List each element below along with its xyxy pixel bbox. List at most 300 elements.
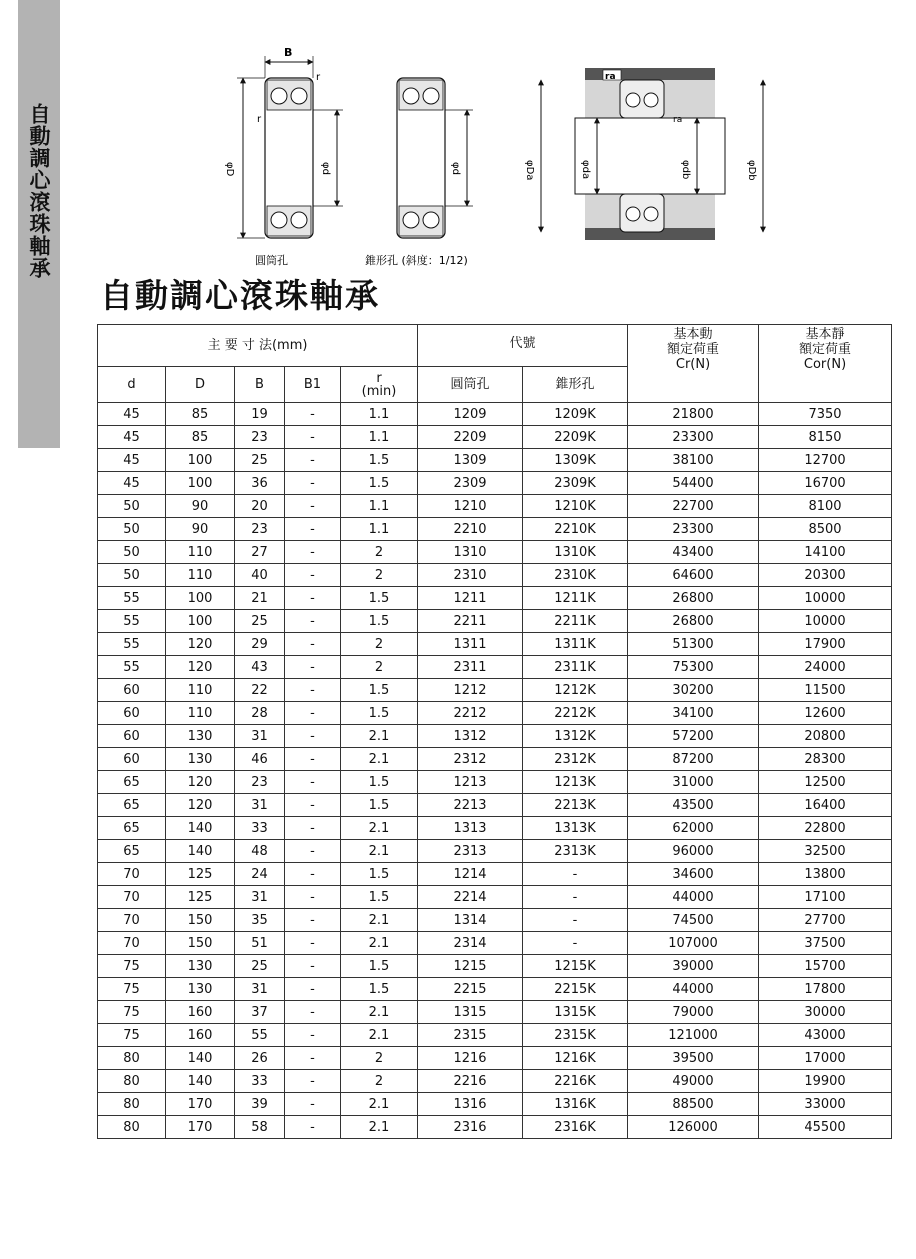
cell-B1: - — [285, 1093, 341, 1116]
cell-D: 120 — [166, 656, 235, 679]
cell-cor: 27700 — [759, 909, 892, 932]
cell-cor: 14100 — [759, 541, 892, 564]
cell-cylindrical: 1309 — [418, 449, 523, 472]
cell-cor: 11500 — [759, 679, 892, 702]
cell-r: 1.5 — [341, 610, 418, 633]
da-outer-label: φDa — [524, 160, 535, 181]
cell-cr: 74500 — [628, 909, 759, 932]
table-row — [98, 1024, 892, 1047]
cell-B1: - — [285, 587, 341, 610]
cell-B1: - — [285, 725, 341, 748]
cell-cr: 51300 — [628, 633, 759, 656]
cell-d: 65 — [98, 817, 166, 840]
cell-D: 150 — [166, 932, 235, 955]
cell-r: 1.5 — [341, 863, 418, 886]
cell-cor: 10000 — [759, 610, 892, 633]
cell-d: 80 — [98, 1047, 166, 1070]
cell-cylindrical: 1216 — [418, 1047, 523, 1070]
cell-cylindrical: 2309 — [418, 472, 523, 495]
cell-cor: 17900 — [759, 633, 892, 656]
cell-cylindrical: 1314 — [418, 909, 523, 932]
cell-B: 33 — [235, 1070, 285, 1093]
cell-cor: 12600 — [759, 702, 892, 725]
cell-r: 1.1 — [341, 518, 418, 541]
cell-D: 140 — [166, 840, 235, 863]
cell-B1: - — [285, 1070, 341, 1093]
table-row — [98, 702, 892, 725]
cell-cor: 12700 — [759, 449, 892, 472]
cell-cr: 62000 — [628, 817, 759, 840]
cell-B: 37 — [235, 1001, 285, 1024]
cell-d: 80 — [98, 1070, 166, 1093]
cell-d: 60 — [98, 679, 166, 702]
cell-cr: 34600 — [628, 863, 759, 886]
cell-B1: - — [285, 955, 341, 978]
cell-D: 125 — [166, 863, 235, 886]
cell-D: 130 — [166, 955, 235, 978]
caption-cylindrical: 圓筒孔 — [255, 254, 288, 267]
cell-tapered: 1313K — [523, 817, 628, 840]
cell-d: 70 — [98, 863, 166, 886]
cell-tapered: 1213K — [523, 771, 628, 794]
cell-r: 2.1 — [341, 909, 418, 932]
cell-cylindrical: 2312 — [418, 748, 523, 771]
cell-tapered: 1316K — [523, 1093, 628, 1116]
cell-B: 48 — [235, 840, 285, 863]
cell-cr: 34100 — [628, 702, 759, 725]
cell-cylindrical: 2214 — [418, 886, 523, 909]
cell-D: 120 — [166, 794, 235, 817]
cell-B1: - — [285, 932, 341, 955]
cell-cr: 79000 — [628, 1001, 759, 1024]
cell-B1: - — [285, 426, 341, 449]
cell-tapered: - — [523, 863, 628, 886]
cell-cylindrical: 2311 — [418, 656, 523, 679]
cell-cr: 31000 — [628, 771, 759, 794]
cell-B: 35 — [235, 909, 285, 932]
cell-d: 60 — [98, 748, 166, 771]
cell-cylindrical: 1209 — [418, 403, 523, 426]
cell-r: 2.1 — [341, 748, 418, 771]
cell-B: 31 — [235, 725, 285, 748]
cell-cr: 121000 — [628, 1024, 759, 1047]
cell-B1: - — [285, 1116, 341, 1139]
cell-B: 55 — [235, 1024, 285, 1047]
cell-cr: 44000 — [628, 886, 759, 909]
cell-B1: - — [285, 909, 341, 932]
cell-r: 2.1 — [341, 725, 418, 748]
cell-cylindrical: 2209 — [418, 426, 523, 449]
cell-r: 2 — [341, 1047, 418, 1070]
table-row — [98, 449, 892, 472]
cell-B1: - — [285, 541, 341, 564]
cell-r: 2.1 — [341, 817, 418, 840]
cell-cr: 96000 — [628, 840, 759, 863]
cell-B1: - — [285, 1001, 341, 1024]
cell-D: 120 — [166, 633, 235, 656]
table-row — [98, 932, 892, 955]
cell-cylindrical: 1215 — [418, 955, 523, 978]
cell-B: 23 — [235, 771, 285, 794]
cell-tapered: - — [523, 886, 628, 909]
cell-cor: 8100 — [759, 495, 892, 518]
cell-B: 22 — [235, 679, 285, 702]
cell-cr: 44000 — [628, 978, 759, 1001]
table-row — [98, 794, 892, 817]
cell-cor: 8150 — [759, 426, 892, 449]
cell-tapered: - — [523, 909, 628, 932]
cell-D: 130 — [166, 725, 235, 748]
cell-B: 36 — [235, 472, 285, 495]
cell-D: 160 — [166, 1001, 235, 1024]
cell-B: 31 — [235, 886, 285, 909]
cell-B: 29 — [235, 633, 285, 656]
cell-r: 2 — [341, 633, 418, 656]
cell-D: 140 — [166, 817, 235, 840]
cell-D: 160 — [166, 1024, 235, 1047]
table-row — [98, 656, 892, 679]
cell-B: 27 — [235, 541, 285, 564]
dynamic-load-header: 基本動 額定荷重 Cr(N) — [628, 325, 759, 403]
cell-D: 110 — [166, 564, 235, 587]
cell-tapered: 2313K — [523, 840, 628, 863]
cell-cr: 64600 — [628, 564, 759, 587]
tapered-bore-diameter-label: φd — [450, 162, 461, 175]
cell-cylindrical: 2212 — [418, 702, 523, 725]
cell-d: 75 — [98, 978, 166, 1001]
cell-d: 65 — [98, 794, 166, 817]
cell-cor: 16400 — [759, 794, 892, 817]
cell-cylindrical: 1211 — [418, 587, 523, 610]
cell-B: 31 — [235, 978, 285, 1001]
cell-B1: - — [285, 702, 341, 725]
cell-d: 55 — [98, 587, 166, 610]
ra-label-inner: ra — [673, 115, 683, 125]
width-label: B — [284, 46, 293, 59]
table-row — [98, 817, 892, 840]
table-row — [98, 541, 892, 564]
cell-cylindrical: 1311 — [418, 633, 523, 656]
cell-tapered: 2210K — [523, 518, 628, 541]
cell-B1: - — [285, 1024, 341, 1047]
cell-cr: 54400 — [628, 472, 759, 495]
cell-cylindrical: 1310 — [418, 541, 523, 564]
table-row — [98, 771, 892, 794]
cell-B1: - — [285, 886, 341, 909]
table-row — [98, 955, 892, 978]
cell-tapered: 2212K — [523, 702, 628, 725]
cell-cylindrical: 2215 — [418, 978, 523, 1001]
cell-cr: 23300 — [628, 426, 759, 449]
cell-B: 25 — [235, 955, 285, 978]
side-tab-label: 自動調心滾珠軸承 — [27, 103, 51, 279]
cell-tapered: 1210K — [523, 495, 628, 518]
cell-d: 45 — [98, 403, 166, 426]
cell-B: 25 — [235, 610, 285, 633]
cell-cr: 75300 — [628, 656, 759, 679]
cell-cor: 10000 — [759, 587, 892, 610]
cell-cr: 126000 — [628, 1116, 759, 1139]
table-row — [98, 518, 892, 541]
cell-r: 1.5 — [341, 587, 418, 610]
cell-B: 28 — [235, 702, 285, 725]
ra-label-top: ra — [605, 72, 616, 82]
cell-D: 90 — [166, 495, 235, 518]
bearing-spec-table — [97, 324, 892, 1139]
cell-tapered: 1310K — [523, 541, 628, 564]
cell-D: 100 — [166, 587, 235, 610]
cell-r: 2 — [341, 1070, 418, 1093]
cell-B1: - — [285, 1047, 341, 1070]
cell-r: 1.5 — [341, 472, 418, 495]
cell-B: 21 — [235, 587, 285, 610]
cell-r: 2.1 — [341, 932, 418, 955]
cell-cor: 22800 — [759, 817, 892, 840]
cell-cr: 57200 — [628, 725, 759, 748]
outer-diameter-label: φD — [224, 162, 235, 177]
cell-tapered: 1311K — [523, 633, 628, 656]
db-label: φdb — [680, 160, 691, 180]
table-row — [98, 840, 892, 863]
table-row — [98, 403, 892, 426]
cell-B1: - — [285, 978, 341, 1001]
cell-B1: - — [285, 403, 341, 426]
cell-B: 25 — [235, 449, 285, 472]
table-row — [98, 426, 892, 449]
cell-d: 70 — [98, 886, 166, 909]
cell-cor: 24000 — [759, 656, 892, 679]
cell-B1: - — [285, 656, 341, 679]
cell-cylindrical: 1313 — [418, 817, 523, 840]
cell-d: 50 — [98, 564, 166, 587]
cell-cylindrical: 2313 — [418, 840, 523, 863]
cell-tapered: 1216K — [523, 1047, 628, 1070]
cell-cor: 30000 — [759, 1001, 892, 1024]
cell-cor: 16700 — [759, 472, 892, 495]
cell-cr: 39000 — [628, 955, 759, 978]
cell-cr: 43500 — [628, 794, 759, 817]
cell-D: 120 — [166, 771, 235, 794]
da-inner-label: φda — [580, 160, 591, 180]
cell-r: 2 — [341, 656, 418, 679]
cell-cor: 13800 — [759, 863, 892, 886]
cell-B: 26 — [235, 1047, 285, 1070]
cell-cor: 28300 — [759, 748, 892, 771]
cell-tapered: 2309K — [523, 472, 628, 495]
cell-tapered: 2216K — [523, 1070, 628, 1093]
cell-tapered: 2215K — [523, 978, 628, 1001]
cell-d: 75 — [98, 955, 166, 978]
cell-D: 140 — [166, 1070, 235, 1093]
cell-cor: 17800 — [759, 978, 892, 1001]
cell-d: 80 — [98, 1116, 166, 1139]
table-row — [98, 1093, 892, 1116]
cell-r: 1.5 — [341, 771, 418, 794]
cell-B: 23 — [235, 518, 285, 541]
bore-diameter-label: φd — [320, 162, 331, 175]
cell-D: 170 — [166, 1093, 235, 1116]
cell-B: 19 — [235, 403, 285, 426]
cell-cr: 30200 — [628, 679, 759, 702]
cell-tapered: 1209K — [523, 403, 628, 426]
cell-cylindrical: 2314 — [418, 932, 523, 955]
cell-B1: - — [285, 817, 341, 840]
cell-B: 31 — [235, 794, 285, 817]
cell-cr: 107000 — [628, 932, 759, 955]
cell-cylindrical: 1214 — [418, 863, 523, 886]
cell-tapered: 1315K — [523, 1001, 628, 1024]
cell-r: 1.5 — [341, 679, 418, 702]
cell-cylindrical: 1312 — [418, 725, 523, 748]
cell-d: 80 — [98, 1093, 166, 1116]
static-load-header: 基本靜 額定荷重 Cor(N) — [759, 325, 892, 403]
table-row — [98, 1001, 892, 1024]
cell-d: 45 — [98, 449, 166, 472]
cell-r: 2.1 — [341, 1116, 418, 1139]
cell-cylindrical: 2211 — [418, 610, 523, 633]
cell-d: 75 — [98, 1024, 166, 1047]
bearing-diagrams — [215, 38, 795, 278]
col-cylindrical-header: 圓筒孔 — [418, 367, 523, 403]
cell-B1: - — [285, 633, 341, 656]
cell-r: 1.5 — [341, 702, 418, 725]
table-row — [98, 587, 892, 610]
table-row — [98, 495, 892, 518]
col-tapered-header: 錐形孔 — [523, 367, 628, 403]
cell-d: 55 — [98, 633, 166, 656]
cell-tapered: 2213K — [523, 794, 628, 817]
table-row — [98, 1070, 892, 1093]
side-tab — [18, 0, 60, 448]
table-row — [98, 633, 892, 656]
cell-tapered: 2209K — [523, 426, 628, 449]
cell-B: 43 — [235, 656, 285, 679]
table-row — [98, 909, 892, 932]
table-row — [98, 725, 892, 748]
cell-cr: 23300 — [628, 518, 759, 541]
cell-D: 130 — [166, 978, 235, 1001]
cell-r: 1.5 — [341, 955, 418, 978]
cell-D: 100 — [166, 610, 235, 633]
cell-D: 125 — [166, 886, 235, 909]
cell-tapered: 2312K — [523, 748, 628, 771]
cell-B: 46 — [235, 748, 285, 771]
cell-tapered: 1309K — [523, 449, 628, 472]
caption-tapered: 錐形孔 (斜度：1/12) — [365, 254, 468, 267]
table-row — [98, 978, 892, 1001]
cell-B: 23 — [235, 426, 285, 449]
cell-B: 24 — [235, 863, 285, 886]
cell-cr: 38100 — [628, 449, 759, 472]
cell-tapered: 1312K — [523, 725, 628, 748]
cell-B1: - — [285, 863, 341, 886]
chamfer-label-inner: r — [257, 114, 262, 125]
cell-tapered: 2316K — [523, 1116, 628, 1139]
cell-cor: 43000 — [759, 1024, 892, 1047]
col-D-header: D — [166, 367, 235, 403]
cell-B: 20 — [235, 495, 285, 518]
cell-cor: 20800 — [759, 725, 892, 748]
cell-B1: - — [285, 449, 341, 472]
cell-d: 50 — [98, 541, 166, 564]
cell-B1: - — [285, 518, 341, 541]
cell-B: 40 — [235, 564, 285, 587]
table-row — [98, 748, 892, 771]
cell-d: 55 — [98, 656, 166, 679]
cell-cylindrical: 2216 — [418, 1070, 523, 1093]
cell-B1: - — [285, 610, 341, 633]
cell-r: 1.1 — [341, 495, 418, 518]
cell-cylindrical: 2310 — [418, 564, 523, 587]
cell-B1: - — [285, 564, 341, 587]
cell-cr: 26800 — [628, 610, 759, 633]
cell-cor: 17000 — [759, 1047, 892, 1070]
cell-cylindrical: 1315 — [418, 1001, 523, 1024]
cell-tapered: 2211K — [523, 610, 628, 633]
cell-D: 170 — [166, 1116, 235, 1139]
cell-r: 1.5 — [341, 886, 418, 909]
cell-tapered: 2310K — [523, 564, 628, 587]
cell-cylindrical: 1210 — [418, 495, 523, 518]
cell-tapered: 2315K — [523, 1024, 628, 1047]
cell-r: 1.5 — [341, 978, 418, 1001]
cell-cylindrical: 1316 — [418, 1093, 523, 1116]
cell-D: 110 — [166, 541, 235, 564]
cell-B: 51 — [235, 932, 285, 955]
cell-r: 2.1 — [341, 1024, 418, 1047]
page-title: 自動調心滾珠軸承 — [100, 276, 380, 315]
cell-B1: - — [285, 679, 341, 702]
cell-cor: 32500 — [759, 840, 892, 863]
cell-r: 2.1 — [341, 1001, 418, 1024]
chamfer-label: r — [316, 72, 321, 83]
cell-d: 65 — [98, 840, 166, 863]
group-code-header: 代號 — [418, 325, 628, 367]
col-d-header: d — [98, 367, 166, 403]
cell-D: 100 — [166, 472, 235, 495]
table-row — [98, 679, 892, 702]
cell-B1: - — [285, 794, 341, 817]
cell-tapered: - — [523, 932, 628, 955]
cell-d: 45 — [98, 426, 166, 449]
cell-cr: 88500 — [628, 1093, 759, 1116]
cell-r: 1.5 — [341, 449, 418, 472]
cell-B: 33 — [235, 817, 285, 840]
cell-D: 100 — [166, 449, 235, 472]
cell-cor: 20300 — [759, 564, 892, 587]
cell-cr: 43400 — [628, 541, 759, 564]
cell-cr: 49000 — [628, 1070, 759, 1093]
mounting-diagram — [524, 68, 763, 240]
cell-D: 140 — [166, 1047, 235, 1070]
cell-d: 75 — [98, 1001, 166, 1024]
col-B-header: B — [235, 367, 285, 403]
cell-cor: 19900 — [759, 1070, 892, 1093]
cell-D: 85 — [166, 426, 235, 449]
group-dims-header: 主 要 寸 法(mm) — [98, 325, 418, 367]
cell-cr: 26800 — [628, 587, 759, 610]
table-row — [98, 1116, 892, 1139]
cell-D: 90 — [166, 518, 235, 541]
cell-B1: - — [285, 771, 341, 794]
cell-tapered: 2311K — [523, 656, 628, 679]
cell-D: 85 — [166, 403, 235, 426]
cell-cor: 37500 — [759, 932, 892, 955]
cell-r: 1.1 — [341, 426, 418, 449]
table-row — [98, 1047, 892, 1070]
cell-D: 130 — [166, 748, 235, 771]
cell-d: 65 — [98, 771, 166, 794]
